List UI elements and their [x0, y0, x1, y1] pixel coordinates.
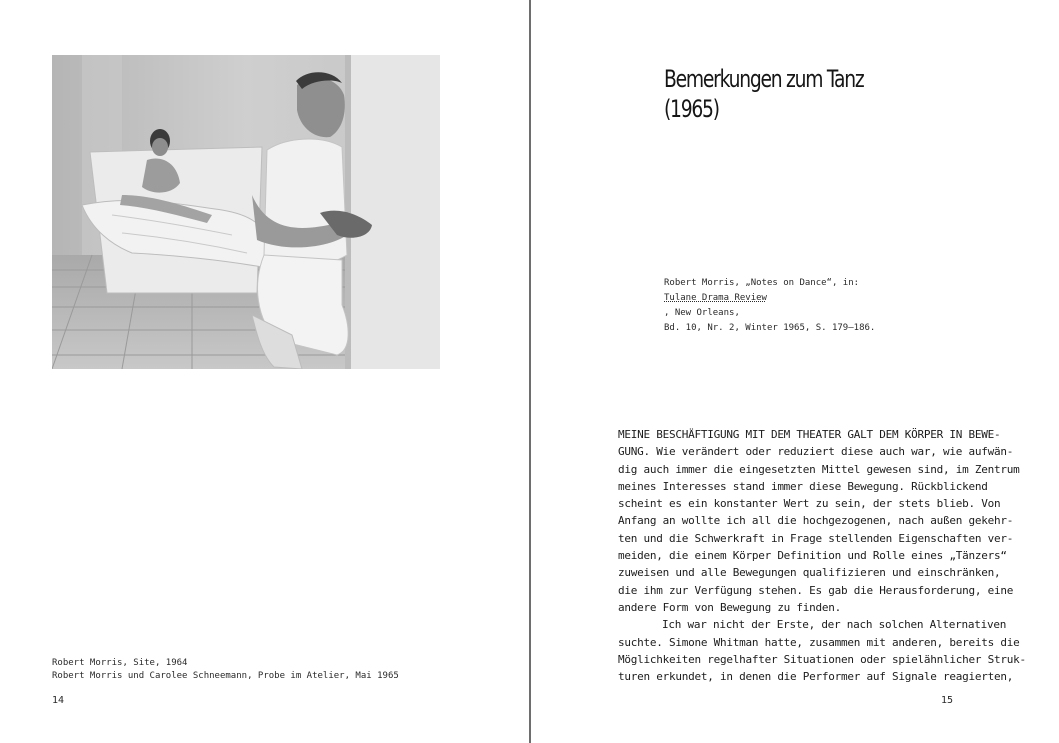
source-prefix: Robert Morris, „Notes on Dance“, in:	[664, 278, 860, 288]
text-line: ten und die Schwerkraft in Frage stellenden Eigenschaften ver-	[618, 531, 1014, 545]
page-number-right: 15	[941, 695, 954, 706]
text-line: suchte. Simone Whitman hatte, zusammen mit anderen, bereits die	[618, 635, 1020, 649]
body-text	[618, 426, 1026, 685]
page-number-left: 14	[52, 695, 65, 706]
text-line: meiden, die einem Körper Definition und Rolle eines „Tänzers“	[618, 549, 1007, 563]
rehearsal-photo	[52, 55, 440, 369]
text-line: Möglichkeiten regelhafter Situationen oder spielähnlicher Struk-	[618, 652, 1026, 666]
source-line: Bd. 10, Nr. 2, Winter 1965, S. 179–186.	[664, 323, 876, 333]
caption-line: Robert Morris, Site, 1964	[52, 658, 188, 668]
source-journal: Tulane Drama Review	[664, 293, 767, 303]
title-line: (1965)	[664, 95, 719, 123]
text-line: die ihm zur Verfügung stehen. Es gab die Herausforderung, eine	[618, 583, 1014, 597]
text-line: meines Interesses stand immer diese Bewegung. Rückblickend	[618, 479, 988, 493]
text-line: Ich war nicht der Erste, der nach solchen Alternativen	[662, 618, 1007, 632]
text-line: scheint es ein konstanter Wert zu sein, der stets blieb. Von	[618, 497, 1001, 511]
left-page	[0, 0, 529, 743]
text-line: turen erkundet, in denen die Performer auf Signale reagierten,	[618, 670, 1014, 684]
text-line: dig auch immer die eingesetzten Mittel gewesen sind, im Zentrum	[618, 462, 1020, 476]
source-line	[664, 276, 875, 321]
text-line: GUNG. Wie verändert oder reduziert diese auch war, wie aufwän-	[618, 445, 1014, 459]
right-page	[531, 0, 1059, 743]
chapter-title	[664, 64, 863, 124]
text-line: MEINE BESCHÄFTIGUNG MIT DEM THEATER GALT DEM KÖRPER IN BEWE-	[618, 428, 1001, 441]
text-line: andere Form von Bewegung zu finden.	[618, 600, 842, 614]
title-line: Bemerkungen zum Tanz	[664, 65, 864, 93]
caption-line: Robert Morris und Carolee Schneemann, Probe im Atelier, Mai 1965	[52, 671, 399, 681]
text-line: Anfang an wollte ich all die hochgezogenen, nach außen gekehr-	[618, 514, 1014, 528]
photo-caption	[52, 657, 399, 683]
text-line: zuweisen und alle Bewegungen qualifizieren und einschränken,	[618, 566, 1001, 580]
source-suffix: , New Orleans,	[664, 308, 740, 318]
source-note	[664, 276, 875, 336]
